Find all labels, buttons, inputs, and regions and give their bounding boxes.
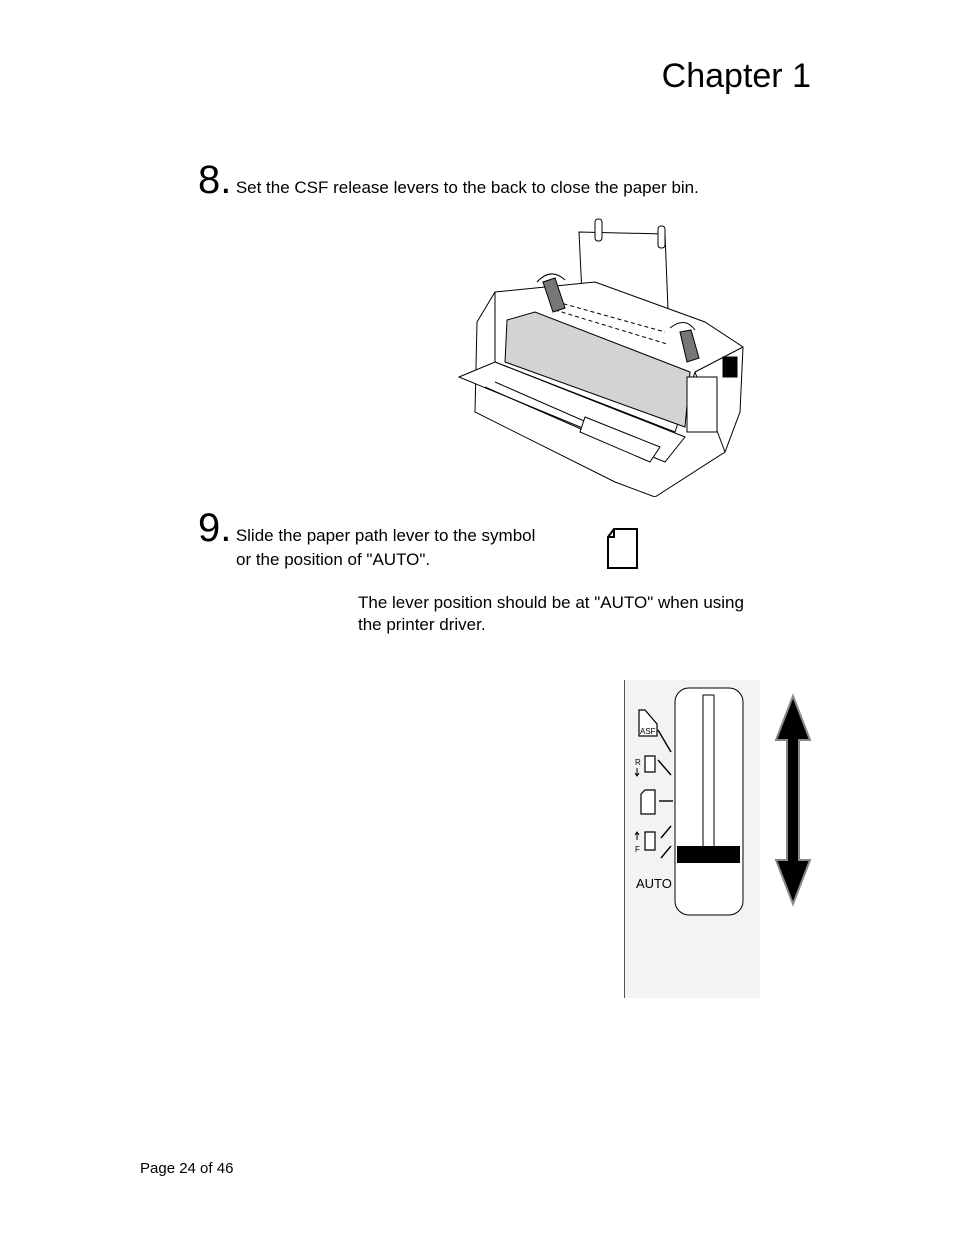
up-down-arrow-icon [770,690,816,912]
lever-diagram [625,680,760,998]
step-text: Set the CSF release levers to the back to close the paper bin. [235,178,699,197]
single-sheet-symbol-icon [604,526,642,572]
auto-label: AUTO [636,876,672,891]
single-sheet-icon [641,790,655,814]
step-9 [198,508,535,549]
step-number: 8. [198,158,232,202]
step-8 [198,160,699,201]
printer-illustration [455,212,750,497]
asf-label: ASF [640,727,656,736]
rear-label: R [635,758,641,767]
step-text-line2: or the position of "AUTO". [236,550,431,569]
chapter-title: Chapter 1 [661,57,811,95]
step-text-line1: Slide the paper path lever to the symbol [235,526,536,545]
note-line2: the printer driver. [358,615,486,634]
note-line1: The lever position should be at "AUTO" when using [358,593,744,612]
rear-tractor-icon [635,756,655,776]
front-label: F [635,845,640,854]
lever-panel [624,680,760,998]
page-number: Page 24 of 46 [140,1160,234,1177]
front-tractor-icon [635,832,655,854]
step-number: 9. [198,506,232,550]
asf-icon [639,710,657,736]
